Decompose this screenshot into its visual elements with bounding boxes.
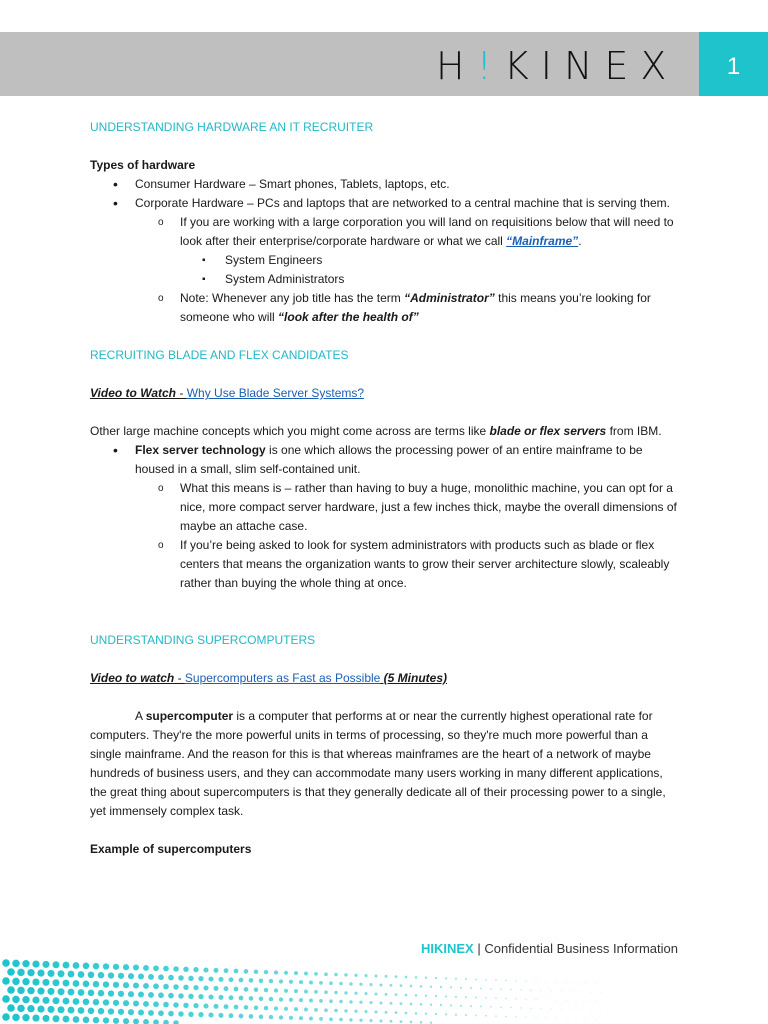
types-heading: Types of hardware bbox=[90, 158, 196, 172]
footer bbox=[421, 941, 678, 956]
bold-term: “look after the health of” bbox=[278, 310, 419, 324]
para-text-end: from IBM. bbox=[606, 424, 662, 438]
decorative-dot-pattern bbox=[0, 955, 768, 1024]
video-label: Video to watch bbox=[90, 671, 175, 685]
example-heading: Example of supercomputers bbox=[90, 842, 252, 856]
para-text: A bbox=[135, 709, 146, 723]
flex-list bbox=[90, 441, 680, 593]
hikinex-logo bbox=[436, 32, 678, 96]
video-duration: (5 Minutes) bbox=[380, 671, 447, 685]
video-line-2 bbox=[90, 669, 680, 688]
page-number: 1 bbox=[699, 32, 768, 96]
bullet-text: What this means is – rather than having to buy a huge, monolithic machine, you can opt for a nice, more compact server hardware, just a few inches thick, maybe the overall dimensions of maybe an attache case. bbox=[180, 481, 677, 533]
footer-brand: HIKINEX bbox=[421, 941, 474, 956]
list-item bbox=[90, 251, 680, 270]
bullet-text: Note: Whenever any job title has the term bbox=[180, 291, 405, 305]
bullet-text: this means you’re looking for someone who will bbox=[180, 291, 651, 324]
footer-text: | Confidential Business Information bbox=[473, 941, 678, 956]
list-item bbox=[90, 213, 680, 251]
list-item bbox=[90, 479, 680, 536]
logo-kinex: KINEX bbox=[503, 44, 679, 88]
bullet-text: If you are working with a large corporation you will land on requisitions below that will need to look after their enterprise/corporate hardware or what we call bbox=[180, 215, 674, 248]
paragraph-blade bbox=[90, 422, 680, 441]
bullet-text: Consumer Hardware – Smart phones, Tablets, laptops, etc. bbox=[135, 177, 450, 191]
video-sep: - bbox=[176, 386, 187, 400]
bold-term: blade or flex servers bbox=[489, 424, 607, 438]
logo-h: H bbox=[436, 44, 477, 88]
video-line-1 bbox=[90, 384, 680, 403]
bullet-text: System Engineers bbox=[225, 253, 323, 267]
list-item bbox=[90, 289, 680, 327]
document-body bbox=[90, 118, 680, 859]
bold-term: Flex server technology bbox=[135, 443, 266, 457]
bold-term: supercomputer bbox=[145, 709, 234, 723]
list-item bbox=[90, 270, 680, 289]
video-link-blade[interactable]: Why Use Blade Server Systems? bbox=[186, 386, 365, 400]
section-heading-hardware: UNDERSTANDING HARDWARE AN IT RECRUITER bbox=[90, 120, 374, 134]
bullet-text: is one which allows the processing power of an entire mainframe to be housed in a small, slim self-contained unit. bbox=[135, 443, 643, 476]
mainframe-link[interactable]: “Mainframe” bbox=[506, 234, 579, 248]
list-item bbox=[90, 175, 680, 194]
bullet-text: Corporate Hardware – PCs and laptops that are networked to a central machine that is serving them. bbox=[135, 196, 670, 210]
list-item bbox=[90, 441, 680, 479]
bullet-text-end: . bbox=[578, 234, 582, 248]
para-text: is a computer that performs at or near the currently highest operational rate for computers. They're the more powerful units in terms of processing, so they're much more powerful than a single mainframe. And the reason for this is that whereas mainframes are the heart of a network of maybe hundreds of business users, and they can accommodate many users working in many different applications, the great thing about supercomputers is that they generally dedicate all of their processing power to a single, yet immensely complex task. bbox=[90, 709, 666, 818]
video-link-supercomputers[interactable]: Supercomputers as Fast as Possible bbox=[184, 671, 381, 685]
hardware-list bbox=[90, 175, 680, 327]
para-text: Other large machine concepts which you might come across are terms like bbox=[90, 424, 490, 438]
section-heading-supercomputers: UNDERSTANDING SUPERCOMPUTERS bbox=[90, 633, 316, 647]
logo-exclamation: ! bbox=[476, 44, 504, 88]
paragraph-supercomputer bbox=[90, 707, 680, 821]
video-label: Video to Watch bbox=[90, 386, 177, 400]
list-item bbox=[90, 194, 680, 213]
section-heading-blade: RECRUITING BLADE AND FLEX CANDIDATES bbox=[90, 348, 349, 362]
video-sep: - bbox=[174, 671, 185, 685]
bullet-text: If you’re being asked to look for system administrators with products such as blade or flex centers that means the organization wants to grow their server architecture slowly, scaleably rather than buying the whole thing at once. bbox=[180, 538, 670, 590]
list-item bbox=[90, 536, 680, 593]
bold-term: “Administrator” bbox=[404, 291, 495, 305]
bullet-text: System Administrators bbox=[225, 272, 345, 286]
